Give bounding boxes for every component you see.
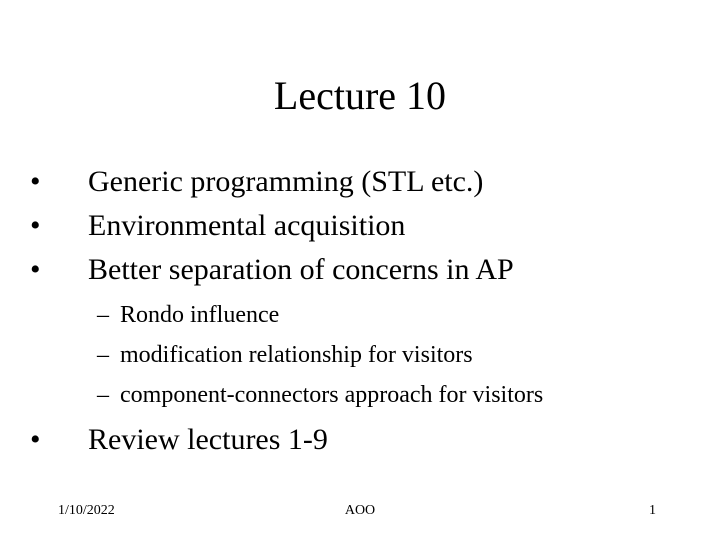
bullet-item	[30, 165, 483, 199]
sub-bullet-text: Rondo influence	[120, 302, 280, 328]
sub-bullet-marker: –	[97, 302, 109, 328]
sub-bullet-item	[97, 381, 543, 409]
bullet-marker: •	[30, 253, 41, 286]
sub-bullet-item	[97, 301, 279, 329]
bullet-marker: •	[30, 165, 41, 198]
sub-bullet-text: modification relationship for visitors	[120, 342, 473, 368]
bullet-text: Environmental acquisition	[88, 209, 406, 242]
bullet-item	[30, 209, 405, 243]
footer-page-number: 1	[649, 503, 656, 518]
bullet-item	[30, 423, 328, 457]
bullet-text: Generic programming (STL etc.)	[88, 165, 484, 198]
slide-title: Lecture 10	[273, 73, 447, 118]
bullet-text: Better separation of concerns in AP	[88, 253, 514, 286]
footer-date: 1/10/2022	[58, 503, 115, 518]
sub-bullet-marker: –	[97, 342, 109, 368]
sub-bullet-marker: –	[97, 382, 109, 408]
bullet-text: Review lectures 1-9	[88, 423, 328, 456]
sub-bullet-item	[97, 341, 473, 369]
bullet-marker: •	[30, 423, 41, 456]
sub-bullet-text: component-connectors approach for visitors	[120, 382, 544, 408]
bullet-marker: •	[30, 209, 41, 242]
bullet-item	[30, 253, 514, 287]
footer-center-text: AOO	[344, 503, 376, 518]
